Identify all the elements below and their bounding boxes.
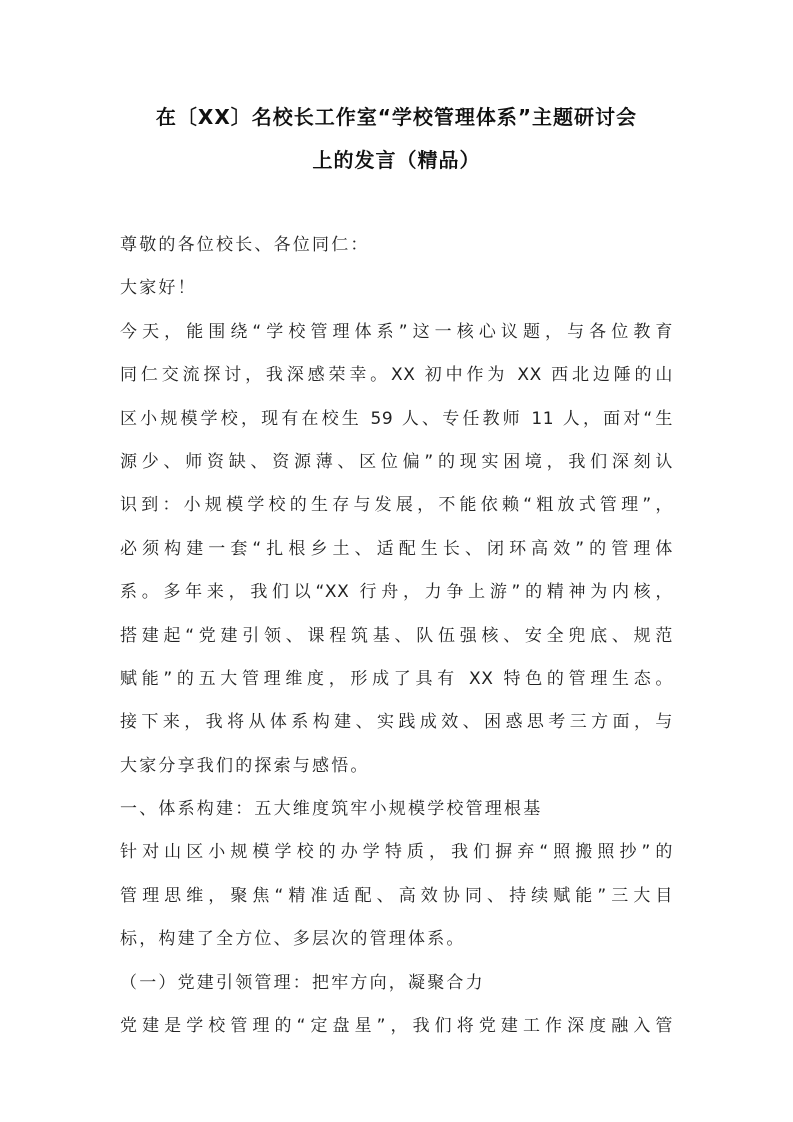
title-line-2: 上的发言（精品）: [312, 148, 481, 172]
body-line: 源少、师资缺、资源薄、区位偏”的现实困境，我们深刻认: [120, 451, 673, 472]
body-line: 今天，能围绕“学校管理体系”这一核心议题，与各位教育: [120, 321, 673, 342]
body-line: 同仁交流探讨，我深感荣幸。XX 初中作为 XX 西北边陲的山: [120, 365, 673, 386]
body-line: 搭建起“党建引领、课程筑基、队伍强核、安全兜底、规范: [120, 625, 673, 646]
body-line: 针对山区小规模学校的办学特质，我们摒弃“照搬照抄”的: [120, 842, 673, 863]
body-line: 区小规模学校，现有在校生 59 人、专任教师 11 人，面对“生: [120, 408, 673, 429]
title-line-1: 在〔XX〕名校长工作室“学校管理体系”主题研讨会: [155, 105, 638, 129]
document-body: [120, 224, 673, 1048]
body-line: 识到：小规模学校的生存与发展，不能依赖“粗放式管理”，: [120, 495, 673, 516]
body-line: 管理思维，聚焦“精准适配、高效协同、持续赋能”三大目: [120, 885, 673, 906]
subsection-heading-1: （一）党建引领管理：把牢方向，凝聚合力: [120, 972, 485, 993]
body-line: 标，构建了全方位、多层次的管理体系。: [120, 929, 466, 950]
body-line: 接下来，我将从体系构建、实践成效、困惑思考三方面，与: [120, 712, 673, 733]
document-title: [100, 96, 693, 182]
greeting: 大家好！: [120, 278, 197, 299]
body-line: 系。多年来，我们以“XX 行舟，力争上游”的精神为内核，: [120, 582, 673, 603]
body-line: 大家分享我们的探索与感悟。: [120, 755, 370, 776]
body-line: 赋能”的五大管理维度，形成了具有 XX 特色的管理生态。: [120, 668, 673, 689]
section-heading-1: 一、体系构建：五大维度筑牢小规模学校管理根基: [120, 799, 543, 820]
salutation: 尊敬的各位校长、各位同仁：: [120, 235, 370, 255]
body-line: 党建是学校管理的“定盘星”，我们将党建工作深度融入管: [120, 1016, 673, 1037]
body-line: 必须构建一套“扎根乡土、适配生长、闭环高效”的管理体: [120, 538, 673, 559]
